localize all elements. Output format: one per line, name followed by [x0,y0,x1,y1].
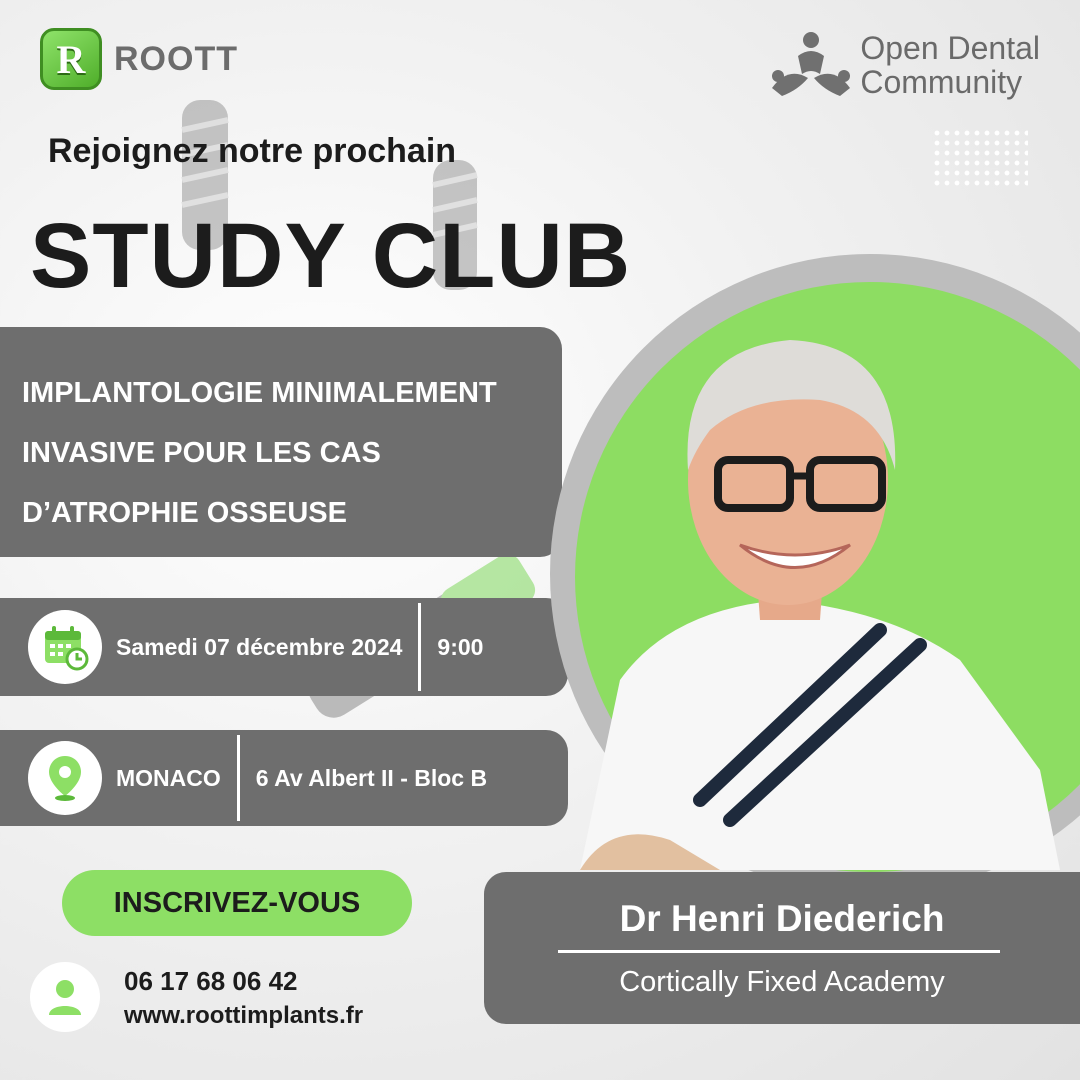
partner-logo [768,30,1040,100]
event-date: Samedi 07 décembre 2024 [116,633,403,660]
row-divider [237,735,240,821]
contact-icon-badge [30,962,100,1032]
date-time-row [0,598,568,696]
speaker-organization: Cortically Fixed Academy [619,966,945,998]
user-icon [43,975,87,1019]
headline-title: STUDY CLUB [30,205,632,307]
partner-name-line1: Open Dental [860,30,1040,66]
headline-subtitle: Rejoignez notre prochain [48,132,457,170]
event-city: MONACO [116,764,221,791]
speaker-portrait [520,300,1080,870]
location-pin-icon [43,754,87,802]
brand-logo [40,28,238,90]
register-button[interactable]: INSCRIVEZ-VOUS [62,870,412,936]
calendar-icon-badge [28,610,102,684]
topic-line-3: D’ATROPHIE OSSEUSE [22,497,347,529]
brand-name: ROOTT [114,39,238,78]
calendar-icon [41,623,89,671]
partner-name-line2: Community [860,64,1023,100]
event-address: 6 Av Albert II - Bloc B [255,764,488,791]
speaker-divider [558,950,1000,953]
speaker-name: Dr Henri Diederich [619,898,945,939]
contact-website[interactable]: www.roottimplants.fr [124,1002,364,1029]
topic-panel [0,327,562,557]
contact-phone[interactable]: 06 17 68 06 42 [124,966,298,996]
community-icon [768,30,854,100]
event-time: 9:00 [437,633,484,660]
speaker-panel [484,872,1080,1024]
location-icon-badge [28,741,102,815]
dot-pattern [932,128,1028,186]
topic-line-2: INVASIVE POUR LES CAS [22,437,381,469]
roott-logo-mark: R [40,28,102,90]
location-row [0,730,568,826]
topic-line-1: IMPLANTOLOGIE MINIMALEMENT [22,377,497,409]
row-divider [418,603,421,691]
